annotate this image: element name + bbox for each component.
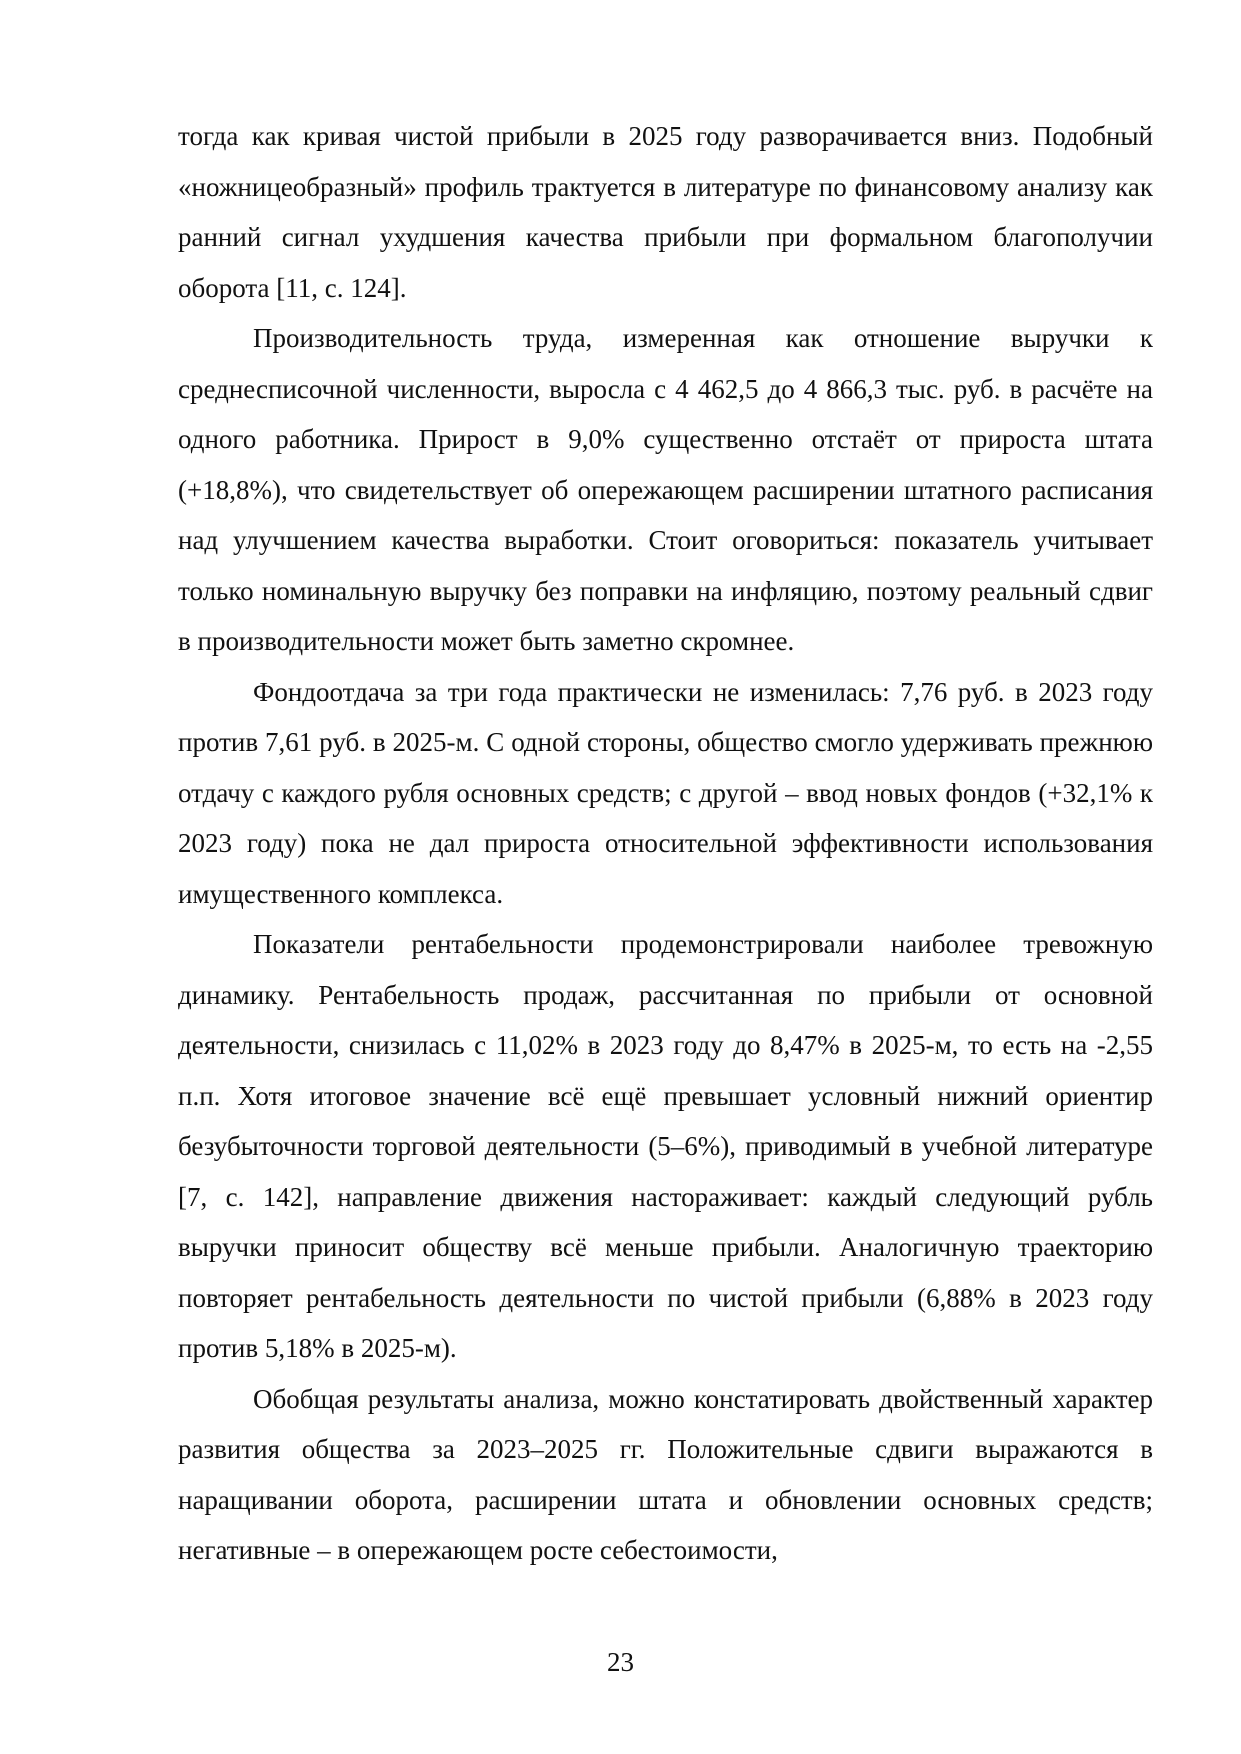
paragraph-summary: Обобщая результаты анализа, можно констатировать двойственный характер развития общества за 2023–2025 гг. Положительные сдвиги выражаются в наращивании оборота, расширении штата и обновлении основных средств; негативные – в опережающем росте себестоимости, (178, 1383, 1153, 1565)
paragraph-profitability: Показатели рентабельности продемонстрировали наиболее тревожную динамику. Рентабельность продаж, рассчитанная по прибыли от основной деятельности, снизилась с 11,02% в 2023 году до 8,47% в 2025-м, то есть на -2,55 п.п. Хотя итоговое значение всё ещё превышает условный нижний ориентир безубыточности торговой деятельности (5–6%), приводимый в учебной литературе [7, с. 142], направление движения настораживает: каждый следующий рубль выручки приносит обществу всё меньше прибыли. Аналогичную траекторию повторяет рентабельность деятельности по чистой прибыли (6,88% в 2023 году против 5,18% в 2025-м). (178, 929, 1153, 1363)
page-number: 23 (607, 1647, 634, 1677)
paragraph-capital-productivity: Фондоотдача за три года практически не изменилась: 7,76 руб. в 2023 году против 7,61 руб. в 2025-м. С одной стороны, общество смогло удерживать прежнюю отдачу с каждого рубля основных средств; с другой – ввод новых фондов (+32,1% к 2023 году) пока не дал прироста относительной эффективности использования имущественного комплекса. (178, 676, 1153, 909)
paragraph-labor-productivity: Производительность труда, измеренная как отношение выручки к среднесписочной численности, выросла с 4 462,5 до 4 866,3 тыс. руб. в расчёте на одного работника. Прирост в 9,0% существенно отстаёт от прироста штата (+18,8%), что свидетельствует об опережающем расширении штатного расписания над улучшением качества выработки. Стоит оговориться: показатель учитывает только номинальную выручку без поправки на инфляцию, поэтому реальный сдвиг в производительности может быть заметно скромнее. (178, 323, 1153, 656)
body-text (178, 111, 1153, 1576)
paragraph-continuation: тогда как кривая чистой прибыли в 2025 году разворачивается вниз. Подобный «ножницеобразный» профиль трактуется в литературе по финансовому анализу как ранний сигнал ухудшения качества прибыли при формальном благополучии оборота [11, с. 124]. (178, 121, 1153, 303)
